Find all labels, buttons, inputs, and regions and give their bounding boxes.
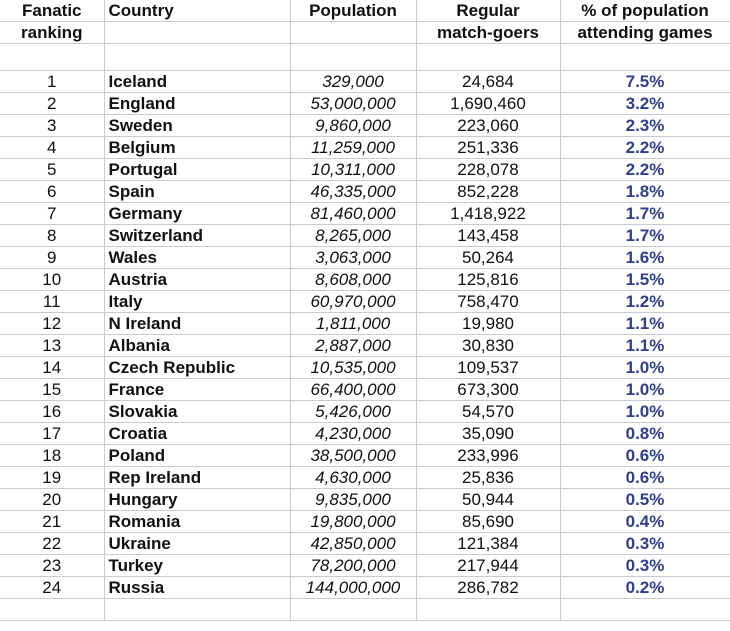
cell-match-goers[interactable]: 109,537 — [416, 357, 560, 379]
cell-rank[interactable]: 23 — [0, 555, 104, 577]
table-row — [0, 357, 730, 379]
cell-rank[interactable]: 11 — [0, 291, 104, 313]
table-row — [0, 577, 730, 599]
table-row — [0, 115, 730, 137]
cell-population[interactable]: 19,800,000 — [290, 511, 416, 533]
cell-rank[interactable]: 3 — [0, 115, 104, 137]
cell-rank[interactable]: 19 — [0, 467, 104, 489]
cell-population[interactable]: 11,259,000 — [290, 137, 416, 159]
cell-pct-attending[interactable]: 3.2% — [560, 93, 730, 115]
header-population-line2[interactable] — [290, 22, 416, 44]
blank-cell[interactable] — [416, 44, 560, 71]
cell-pct-attending[interactable]: 1.0% — [560, 401, 730, 423]
cell-match-goers[interactable]: 1,690,460 — [416, 93, 560, 115]
header-pct-line2[interactable]: attending games — [560, 22, 730, 44]
cell-pct-attending[interactable]: 1.0% — [560, 357, 730, 379]
header-pct[interactable]: % of population — [560, 0, 730, 22]
cell-match-goers[interactable]: 673,300 — [416, 379, 560, 401]
cell-match-goers[interactable]: 25,836 — [416, 467, 560, 489]
cell-country[interactable]: Sweden — [104, 115, 290, 137]
table-row — [0, 511, 730, 533]
blank-cell[interactable] — [290, 599, 416, 621]
cell-match-goers[interactable]: 233,996 — [416, 445, 560, 467]
blank-row — [0, 44, 730, 71]
header-country[interactable]: Country — [104, 0, 290, 22]
cell-rank[interactable]: 18 — [0, 445, 104, 467]
table-row — [0, 181, 730, 203]
table-row — [0, 467, 730, 489]
cell-rank[interactable]: 24 — [0, 577, 104, 599]
cell-country[interactable]: Russia — [104, 577, 290, 599]
table-row — [0, 379, 730, 401]
cell-country[interactable]: Spain — [104, 181, 290, 203]
cell-pct-attending[interactable]: 0.6% — [560, 445, 730, 467]
table-row — [0, 71, 730, 93]
header-rank[interactable]: Fanatic — [0, 0, 104, 22]
cell-population[interactable]: 8,265,000 — [290, 225, 416, 247]
cell-match-goers[interactable]: 85,690 — [416, 511, 560, 533]
cell-rank[interactable]: 21 — [0, 511, 104, 533]
cell-pct-attending[interactable]: 1.1% — [560, 335, 730, 357]
cell-pct-attending[interactable]: 0.3% — [560, 533, 730, 555]
cell-match-goers[interactable]: 758,470 — [416, 291, 560, 313]
cell-rank[interactable]: 17 — [0, 423, 104, 445]
table-row — [0, 335, 730, 357]
cell-population[interactable]: 329,000 — [290, 71, 416, 93]
cell-pct-attending[interactable]: 1.0% — [560, 379, 730, 401]
blank-cell[interactable] — [104, 44, 290, 71]
table-row — [0, 269, 730, 291]
cell-population[interactable]: 60,970,000 — [290, 291, 416, 313]
cell-pct-attending[interactable]: 1.5% — [560, 269, 730, 291]
cell-country[interactable]: France — [104, 379, 290, 401]
header-row-2 — [0, 22, 730, 44]
blank-cell[interactable] — [290, 44, 416, 71]
table-row — [0, 291, 730, 313]
cell-country[interactable]: England — [104, 93, 290, 115]
cell-population[interactable]: 9,860,000 — [290, 115, 416, 137]
table-row — [0, 159, 730, 181]
cell-pct-attending[interactable]: 0.8% — [560, 423, 730, 445]
cell-match-goers[interactable]: 223,060 — [416, 115, 560, 137]
empty-row — [0, 599, 730, 621]
cell-pct-attending[interactable]: 1.2% — [560, 291, 730, 313]
cell-country[interactable]: Czech Republic — [104, 357, 290, 379]
cell-population[interactable]: 9,835,000 — [290, 489, 416, 511]
cell-rank[interactable]: 20 — [0, 489, 104, 511]
table-row — [0, 313, 730, 335]
cell-country[interactable]: Italy — [104, 291, 290, 313]
blank-cell[interactable] — [416, 599, 560, 621]
cell-population[interactable]: 10,535,000 — [290, 357, 416, 379]
cell-country[interactable]: Germany — [104, 203, 290, 225]
cell-match-goers[interactable]: 217,944 — [416, 555, 560, 577]
cell-population[interactable]: 38,500,000 — [290, 445, 416, 467]
cell-country[interactable]: Poland — [104, 445, 290, 467]
cell-country[interactable]: N Ireland — [104, 313, 290, 335]
cell-pct-attending[interactable]: 1.6% — [560, 247, 730, 269]
cell-rank[interactable]: 6 — [0, 181, 104, 203]
cell-population[interactable]: 10,311,000 — [290, 159, 416, 181]
cell-match-goers[interactable]: 286,782 — [416, 577, 560, 599]
cell-country[interactable]: Portugal — [104, 159, 290, 181]
cell-rank[interactable]: 8 — [0, 225, 104, 247]
cell-country[interactable]: Albania — [104, 335, 290, 357]
cell-country[interactable]: Hungary — [104, 489, 290, 511]
header-country-line2[interactable] — [104, 22, 290, 44]
cell-pct-attending[interactable]: 0.2% — [560, 577, 730, 599]
cell-country[interactable]: Wales — [104, 247, 290, 269]
cell-population[interactable]: 42,850,000 — [290, 533, 416, 555]
cell-rank[interactable]: 14 — [0, 357, 104, 379]
cell-rank[interactable]: 16 — [0, 401, 104, 423]
cell-pct-attending[interactable]: 0.4% — [560, 511, 730, 533]
blank-cell[interactable] — [0, 599, 104, 621]
cell-population[interactable]: 81,460,000 — [290, 203, 416, 225]
cell-match-goers[interactable]: 50,944 — [416, 489, 560, 511]
table-row — [0, 555, 730, 577]
cell-pct-attending[interactable]: 1.1% — [560, 313, 730, 335]
header-rank-line2[interactable]: ranking — [0, 22, 104, 44]
table-row — [0, 203, 730, 225]
cell-match-goers[interactable]: 50,264 — [416, 247, 560, 269]
table-row — [0, 137, 730, 159]
blank-cell[interactable] — [0, 44, 104, 71]
cell-match-goers[interactable]: 24,684 — [416, 71, 560, 93]
cell-population[interactable]: 5,426,000 — [290, 401, 416, 423]
header-row-1 — [0, 0, 730, 22]
table-row — [0, 489, 730, 511]
table-row — [0, 247, 730, 269]
cell-pct-attending[interactable]: 2.2% — [560, 137, 730, 159]
cell-rank[interactable]: 7 — [0, 203, 104, 225]
table-row — [0, 225, 730, 247]
cell-match-goers[interactable]: 852,228 — [416, 181, 560, 203]
cell-pct-attending[interactable]: 1.7% — [560, 225, 730, 247]
cell-rank[interactable]: 22 — [0, 533, 104, 555]
table-row — [0, 423, 730, 445]
cell-rank[interactable]: 4 — [0, 137, 104, 159]
table-row — [0, 445, 730, 467]
cell-rank[interactable]: 10 — [0, 269, 104, 291]
header-goers[interactable]: Regular — [416, 0, 560, 22]
cell-rank[interactable]: 15 — [0, 379, 104, 401]
cell-population[interactable]: 144,000,000 — [290, 577, 416, 599]
cell-population[interactable]: 46,335,000 — [290, 181, 416, 203]
cell-population[interactable]: 2,887,000 — [290, 335, 416, 357]
cell-country[interactable]: Switzerland — [104, 225, 290, 247]
cell-match-goers[interactable]: 251,336 — [416, 137, 560, 159]
blank-cell[interactable] — [104, 599, 290, 621]
cell-rank[interactable]: 9 — [0, 247, 104, 269]
cell-country[interactable]: Ukraine — [104, 533, 290, 555]
table-row — [0, 401, 730, 423]
table-row — [0, 93, 730, 115]
header-goers-line2[interactable]: match-goers — [416, 22, 560, 44]
cell-population[interactable]: 8,608,000 — [290, 269, 416, 291]
cell-pct-attending[interactable]: 7.5% — [560, 71, 730, 93]
cell-match-goers[interactable]: 35,090 — [416, 423, 560, 445]
cell-country[interactable]: Slovakia — [104, 401, 290, 423]
cell-country[interactable]: Croatia — [104, 423, 290, 445]
cell-rank[interactable]: 1 — [0, 71, 104, 93]
cell-population[interactable]: 1,811,000 — [290, 313, 416, 335]
cell-population[interactable]: 4,230,000 — [290, 423, 416, 445]
cell-pct-attending[interactable]: 0.6% — [560, 467, 730, 489]
cell-population[interactable]: 3,063,000 — [290, 247, 416, 269]
cell-rank[interactable]: 12 — [0, 313, 104, 335]
cell-population[interactable]: 4,630,000 — [290, 467, 416, 489]
cell-country[interactable]: Iceland — [104, 71, 290, 93]
table-row — [0, 533, 730, 555]
blank-cell[interactable] — [560, 44, 730, 71]
cell-match-goers[interactable]: 125,816 — [416, 269, 560, 291]
cell-rank[interactable]: 13 — [0, 335, 104, 357]
cell-match-goers[interactable]: 121,384 — [416, 533, 560, 555]
cell-rank[interactable]: 2 — [0, 93, 104, 115]
cell-match-goers[interactable]: 19,980 — [416, 313, 560, 335]
header-population[interactable]: Population — [290, 0, 416, 22]
cell-population[interactable]: 53,000,000 — [290, 93, 416, 115]
cell-pct-attending[interactable]: 0.3% — [560, 555, 730, 577]
cell-match-goers[interactable]: 143,458 — [416, 225, 560, 247]
cell-country[interactable]: Rep Ireland — [104, 467, 290, 489]
cell-pct-attending[interactable]: 2.2% — [560, 159, 730, 181]
cell-match-goers[interactable]: 228,078 — [416, 159, 560, 181]
blank-cell[interactable] — [560, 599, 730, 621]
cell-pct-attending[interactable]: 1.8% — [560, 181, 730, 203]
cell-country[interactable]: Austria — [104, 269, 290, 291]
cell-country[interactable]: Belgium — [104, 137, 290, 159]
cell-population[interactable]: 78,200,000 — [290, 555, 416, 577]
cell-country[interactable]: Romania — [104, 511, 290, 533]
cell-match-goers[interactable]: 54,570 — [416, 401, 560, 423]
cell-match-goers[interactable]: 30,830 — [416, 335, 560, 357]
cell-pct-attending[interactable]: 0.5% — [560, 489, 730, 511]
cell-match-goers[interactable]: 1,418,922 — [416, 203, 560, 225]
cell-population[interactable]: 66,400,000 — [290, 379, 416, 401]
cell-country[interactable]: Turkey — [104, 555, 290, 577]
cell-rank[interactable]: 5 — [0, 159, 104, 181]
cell-pct-attending[interactable]: 2.3% — [560, 115, 730, 137]
cell-pct-attending[interactable]: 1.7% — [560, 203, 730, 225]
